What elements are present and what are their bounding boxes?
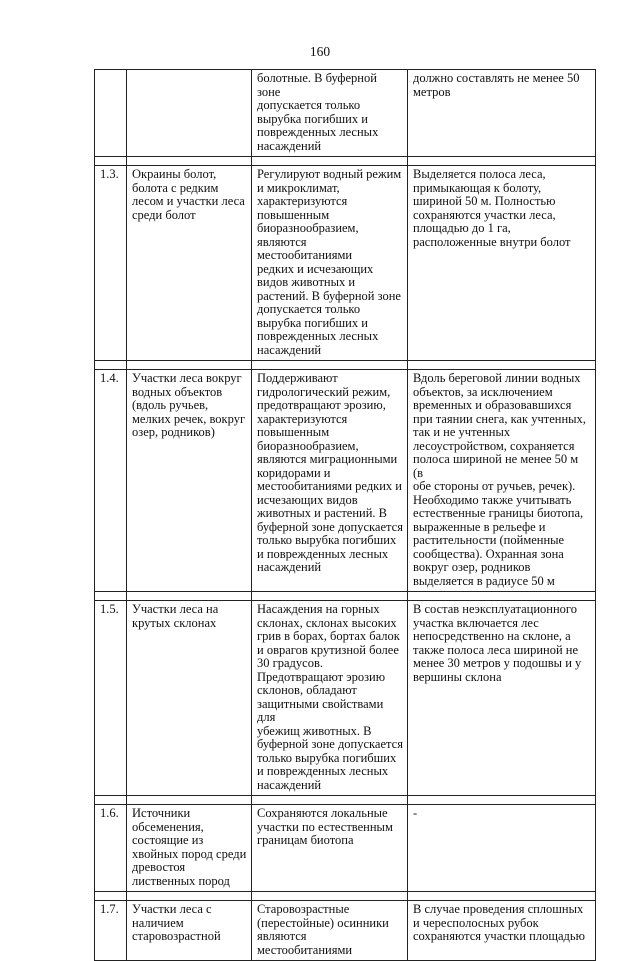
area-name: Участки леса на крутых склонах (127, 601, 252, 796)
row-number: 1.6. (95, 805, 127, 892)
row-gap (95, 892, 596, 901)
area-name: Источники обсеменения, состоящие из хвойных пород среди древостоя лиственных пород (127, 805, 252, 892)
area-function: болотные. В буферной зоне допускается только вырубка погибших и поврежденных лесных насаждений (252, 70, 408, 157)
row-gap (95, 592, 596, 601)
area-name: Участки леса вокруг водных объектов (вдоль ручьев, мелких речек, вокруг озер, родников) (127, 370, 252, 592)
area-rule: В состав неэксплуатационного участка включается лес непосредственно на склоне, а также полоса леса шириной не менее 30 метров у подошвы и у вершины склона (408, 601, 596, 796)
area-rule: должно составлять не менее 50 метров (408, 70, 596, 157)
area-name: Участки леса с наличием старовозрастной (127, 901, 252, 961)
area-rule: Вдоль береговой линии водных объектов, за исключением временных и образовавшихся при таянии снега, как учтенных, так и не учтенных лесоустройством, сохраняется полоса шириной не менее 50 м (в обе стороны от ручьев, речек). Необходимо также учитывать естественные границы биотопа, выраженные в рельефе и растительности (пойменные сообщества). Охранная зона вокруг озер, родников выделяется в радиусе 50 м (408, 370, 596, 592)
row-number: 1.4. (95, 370, 127, 592)
row-gap (95, 361, 596, 370)
forest-areas-table (94, 69, 596, 961)
area-function: Регулируют водный режим и микроклимат, характеризуются повышенным биоразнообразием, являются местообитаниями редких и исчезающих видов животных и растений. В буферной зоне допускается только вырубка погибших и поврежденных лесных насаждений (252, 166, 408, 361)
table-row (95, 370, 596, 592)
table-row (95, 805, 596, 892)
area-function: Насаждения на горных склонах, склонах высоких грив в борах, бортах балок и оврагов крутизной более 30 градусов. Предотвращают эрозию склонов, обладают защитными свойствами для убежищ животных. В буферной зоне допускается только вырубка погибших и поврежденных лесных насаждений (252, 601, 408, 796)
row-number: 1.3. (95, 166, 127, 361)
table-row (95, 601, 596, 796)
area-name (127, 70, 252, 157)
table-row (95, 166, 596, 361)
row-gap (95, 157, 596, 166)
area-name: Окраины болот, болота с редким лесом и участки леса среди болот (127, 166, 252, 361)
row-number: 1.5. (95, 601, 127, 796)
page-number: 160 (309, 44, 331, 59)
table-row (95, 901, 596, 961)
area-rule: Выделяется полоса леса, примыкающая к болоту, шириной 50 м. Полностью сохраняются участки леса, площадью до 1 га, расположенные внутри болот (408, 166, 596, 361)
area-function: Сохраняются локальные участки по естественным границам биотопа (252, 805, 408, 892)
row-number (95, 70, 127, 157)
area-function: Старовозрастные (перестойные) осинники являются местообитаниями (252, 901, 408, 961)
row-gap (95, 796, 596, 805)
area-rule: - (408, 805, 596, 892)
area-function: Поддерживают гидрологический режим, предотвращают эрозию, характеризуются повышенным биоразнообразием, являются миграционными коридорами и местообитаниями редких и исчезающих видов животных и растений. В буферной зоне допускается только вырубка погибших и поврежденных лесных насаждений (252, 370, 408, 592)
area-rule: В случае проведения сплошных и чересполосных рубок сохраняются участки площадью (408, 901, 596, 961)
row-number: 1.7. (95, 901, 127, 961)
table-row (95, 70, 596, 157)
